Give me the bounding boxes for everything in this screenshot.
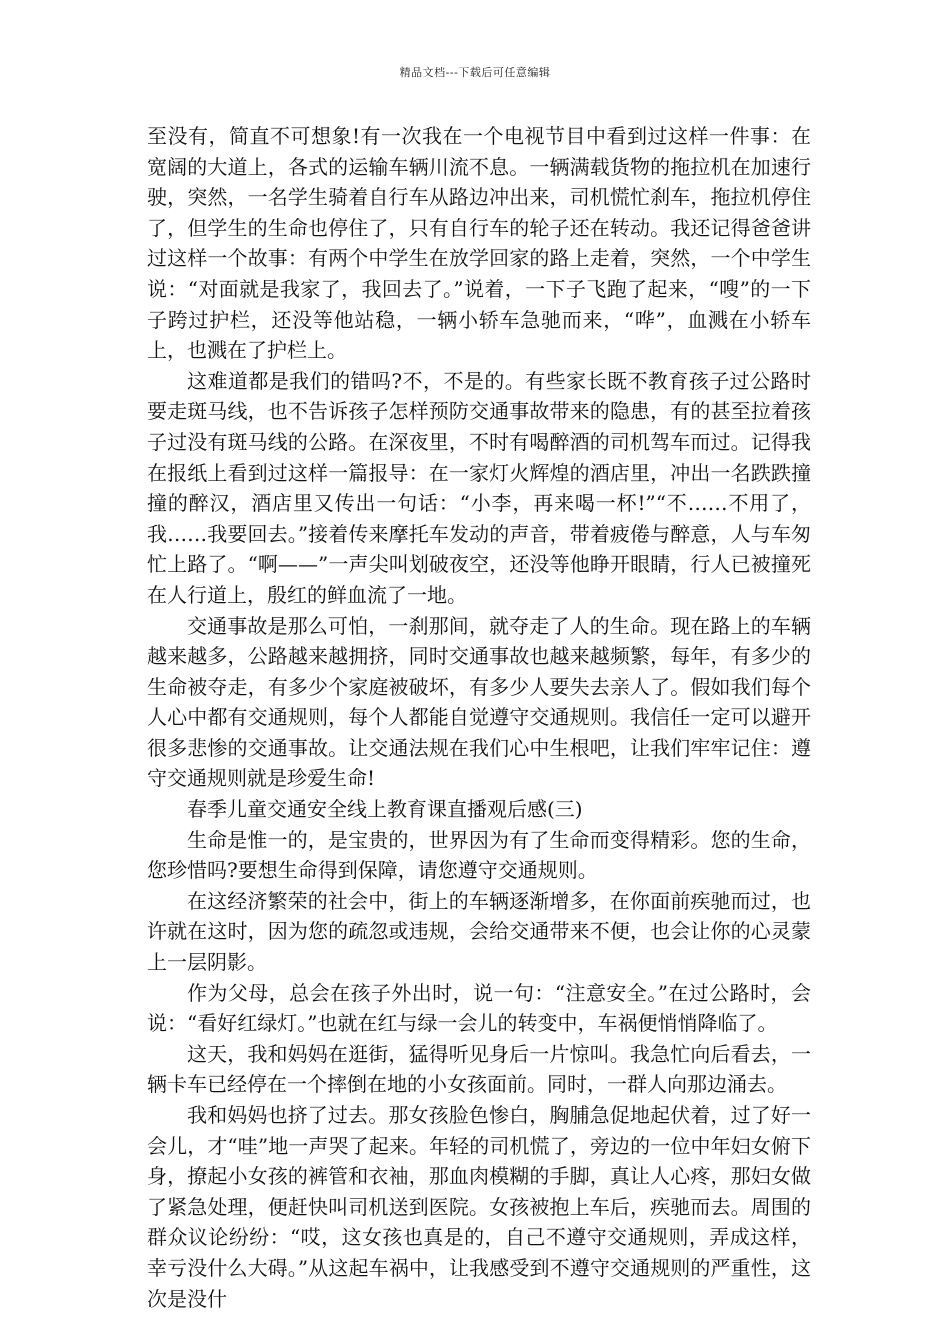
- paragraph-4: 生命是惟一的，是宝贵的，世界因为有了生命而变得精彩。您的生命，您珍惜吗?要想生命得到保障，请您遵守交通规则。: [147, 827, 811, 883]
- document-body: [147, 121, 811, 1314]
- page-header: 精品文档---下载后可任意编辑: [399, 66, 551, 79]
- paragraph-2: 这难道都是我们的错吗?不，不是的。有些家长既不教育孩子过公路时要走斑马线，也不告诉孩子怎样预防交通事故带来的隐患，有的甚至拉着孩子过没有斑马线的公路。在深夜里，不时有喝醉酒的司机驾车而过。记得我在报纸上看到过这样一篇报导：在一家灯火辉煌的酒店里，冲出一名跌跌撞撞的醉汉，酒店里又传出一句话：“小李，再来喝一杯!”“不……不用了，我……我要回去。”接着传来摩托车发动的声音，带着疲倦与醉意，人与车匆忙上路了。“啊——”一声尖叫划破夜空，还没等他睁开眼睛，行人已被撞死在人行道上，殷红的鲜血流了一地。: [147, 368, 811, 607]
- paragraph-3: 交通事故是那么可怕，一刹那间，就夺走了人的生命。现在路上的车辆越来越多，公路越来越拥挤，同时交通事故也越来越频繁，每年，有多少的生命被夺走，有多少个家庭被破坏，有多少人要失去亲人了。假如我们每个人心中都有交通规则，每个人都能自觉遵守交通规则。我信任一定可以避开很多悲惨的交通事故。让交通法规在我们心中生根吧，让我们牢牢记住：遵守交通规则就是珍爱生命!: [147, 613, 811, 791]
- paragraph-8: 我和妈妈也挤了过去。那女孩脸色惨白，胸脯急促地起伏着，过了好一会儿，才“哇”地一声哭了起来。年轻的司机慌了，旁边的一位中年妇女俯下身，撩起小女孩的裤管和衣袖，那血肉模糊的手脚，真让人心疼，那妇女做了紧急处理，便赶快叫司机送到医院。女孩被抱上车后，疾驰而去。周围的群众议论纷纷：“哎，这女孩也真是的，自己不遵守交通规则，弄成这样，幸亏没什么大碍。”从这起车祸中，让我感受到不遵守交通规则的严重性，这次是没什: [147, 1103, 811, 1311]
- paragraph-7: 这天，我和妈妈在逛街，猛得听见身后一片惊叫。我急忙向后看去，一辆卡车已经停在一个摔倒在地的小女孩面前。同时，一群人向那边涌去。: [147, 1041, 811, 1097]
- paragraph-6: 作为父母，总会在孩子外出时，说一句：“注意安全。”在过公路时，会说：“看好红绿灯。”也就在红与绿一会儿的转变中，车祸便悄悄降临了。: [147, 980, 811, 1036]
- paragraph-5: 在这经济繁荣的社会中，街上的车辆逐渐增多，在你面前疾驰而过，也许就在这时，因为您的疏忽或违规，会给交通带来不便，也会让你的心灵蒙上一层阴影。: [147, 888, 811, 975]
- paragraph-1: 至没有，简直不可想象!有一次我在一个电视节目中看到过这样一件事：在宽阔的大道上，各式的运输车辆川流不息。一辆满载货物的拖拉机在加速行驶，突然，一名学生骑着自行车从路边冲出来，司机慌忙刹车，拖拉机停住了，但学生的生命也停住了，只有自行车的轮子还在转动。我还记得爸爸讲过这样一个故事：有两个中学生在放学回家的路上走着，突然，一个中学生说：“对面就是我家了，我回去了。”说着，一下子飞跑了起来，“嗖”的一下子跨过护栏，还没等他站稳，一辆小轿车急驰而来，“哗”，血溅在小轿车上，也溅在了护栏上。: [147, 124, 811, 363]
- section-title: 春季儿童交通安全线上教育课直播观后感(三): [187, 797, 583, 822]
